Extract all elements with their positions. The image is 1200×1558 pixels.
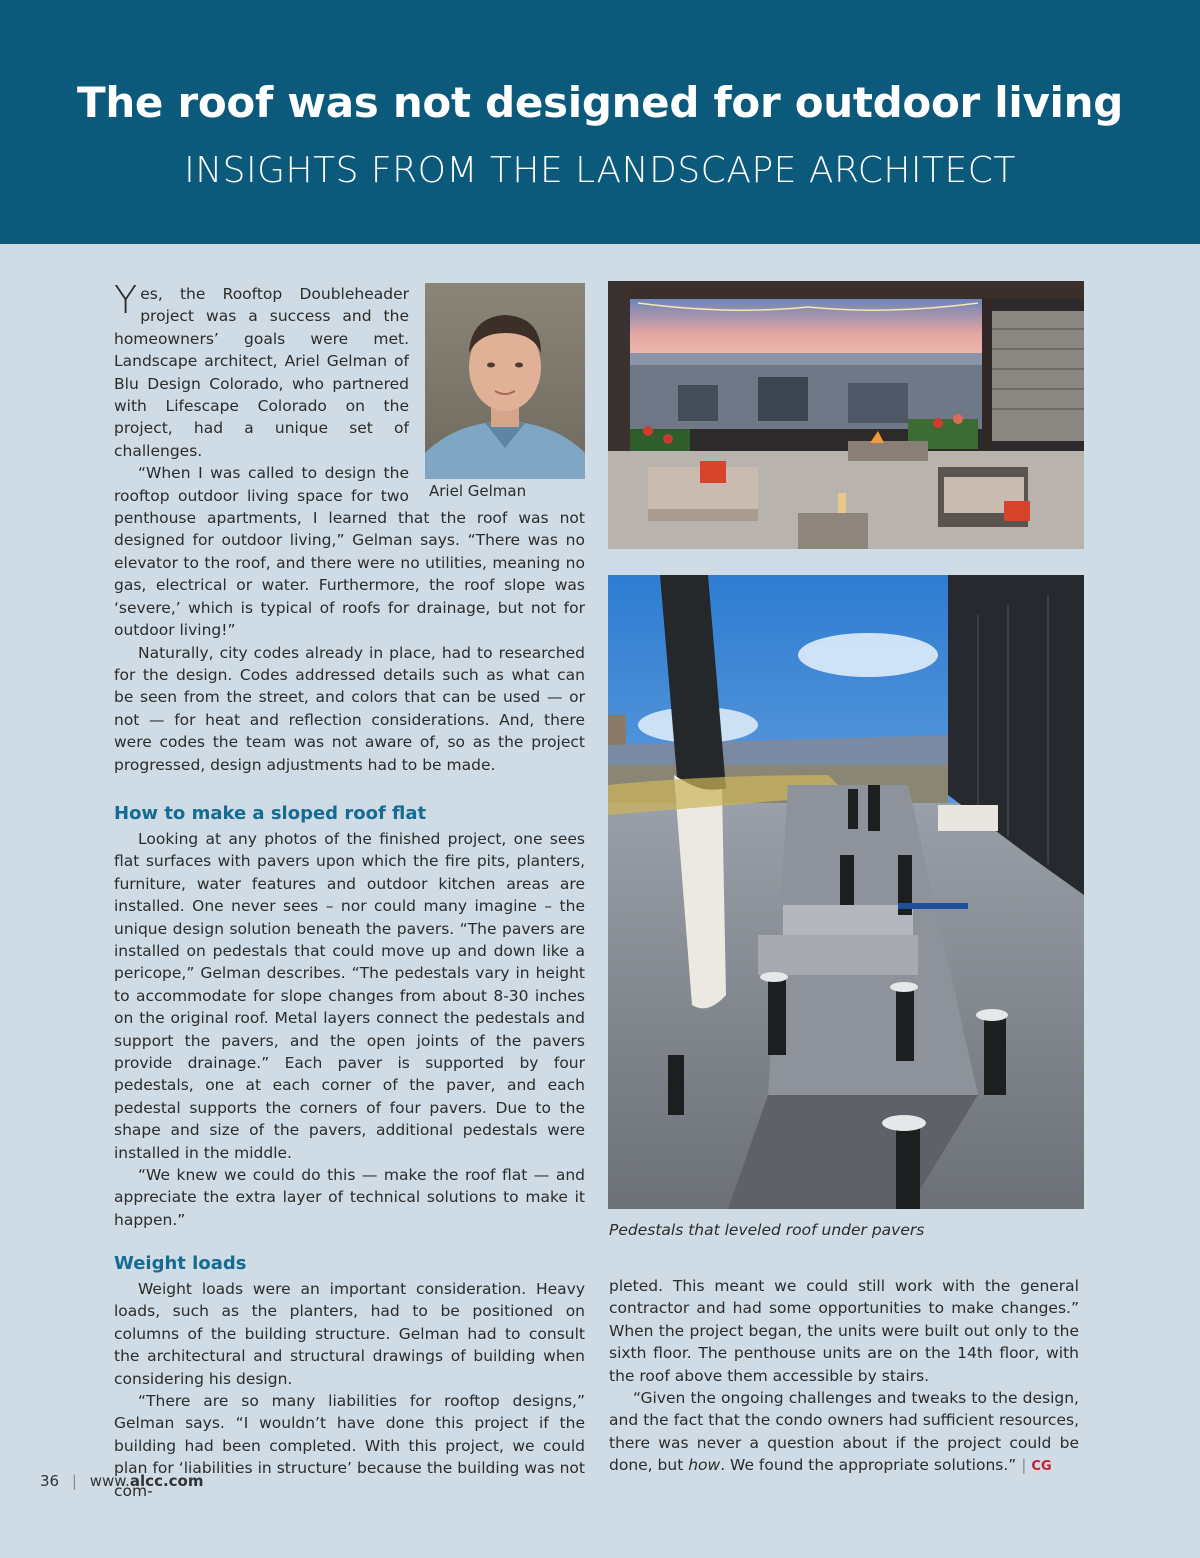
header-banner (0, 0, 1200, 244)
right-paragraph-2: “Given the ongoing challenges and tweaks to the design, and the fact that the condo owners had sufficient resources, there was never a question about if the project could be done, but how. We found the appropriate solutions.” | CG (609, 1389, 1079, 1475)
section-heading-sloped-roof: How to make a sloped roof flat (114, 802, 427, 824)
article-column-left-bottom (114, 1252, 585, 1502)
intro-paragraph-2: “When I was called to design the rooftop outdoor living space for two penthouse apartments, I learned that the roof was not designed for outdoor living,” Gelman says. “There was no elevator to the roof, and there were no utilities, meaning no gas, electrical or water. Furthermore, the roof slope was ‘severe,’ which is typical of roofs for drainage, but not for outdoor living!” (114, 464, 585, 640)
portrait-photo (425, 283, 585, 479)
intro-paragraph-1: Yes, the Rooftop Doubleheader project was a success and the homeowners’ goals were met. Landscape architect, Ariel Gelman of Blu Design Colorado, who partnered with Lifescape Colorado on the project, had a unique set of challenges. (114, 278, 409, 460)
drop-cap: Y (114, 278, 138, 322)
article-column-left (114, 278, 585, 1231)
author-signoff: CG (1031, 1459, 1052, 1475)
section1-paragraph-2: “We knew we could do this — make the roof flat — and appreciate the extra layer of technical solutions to make it happen.” (114, 1166, 585, 1229)
section1-paragraph-1: Looking at any photos of the finished project, one sees flat surfaces with pavers upon which the fire pits, planters, furniture, water features and outdoor kitchen areas are installed. One never sees – nor could many imagine – the unique design solution beneath the pavers. “The pavers are installed on pedestals that could move up and down like a pericope,” Gelman describes. “The pedestals vary in height to accommodate for slope changes from about 8-30 inches on the original roof. Metal layers connect the pedestals and support the pavers, and the open joints of the pavers provide drainage.” Each paver is supported by four pedestals, one at each corner of the paver, and each pedestal supports the corners of four pavers. Due to the shape and size of the pavers, additional pedestals were installed in the middle. (114, 829, 585, 1162)
intro-paragraph-3: Naturally, city codes already in place, had to researched for the design. Codes addressed details such as what can be seen from the street, and colors that can be used — or not — for heat and reflection considerations. And, there were codes the team was not aware of, so as the project progressed, design adjustments had to be made. (114, 643, 585, 774)
right-paragraph-1: pleted. This meant we could still work with the general contractor and had some opportunities to make changes.” When the project began, the units were built out only to the sixth floor. The penthouse units are on the 14th floor, with the roof above them accessible by stairs. (609, 1277, 1079, 1385)
emphasis-how: how (688, 1456, 721, 1475)
page-footer: 36 | www.alcc.com (40, 1472, 204, 1490)
section2-paragraph-2: “There are so many liabilities for rooftop designs,” Gelman says. “I wouldn’t have done this project if the building had been completed. With this project, we could plan for ‘liabilities in structure’ because the building was not com- (114, 1392, 585, 1500)
pedestals-construction-photo (608, 575, 1084, 1209)
site-url[interactable]: www.alcc.com (89, 1472, 204, 1490)
article-column-right (609, 1275, 1079, 1479)
page-subtitle: INSIGHTS FROM THE LANDSCAPE ARCHITECT (184, 150, 1016, 191)
rooftop-lounge-photo (608, 281, 1084, 549)
section2-paragraph-1: Weight loads were an important consideration. Heavy loads, such as the planters, had to be positioned on columns of the building structure. Gelman had to consult the architectural and structural drawings of building when considering his design. (114, 1280, 585, 1388)
page-title: The roof was not designed for outdoor living (76, 78, 1123, 127)
photo-caption: Pedestals that leveled roof under pavers (609, 1221, 925, 1239)
page-number: 36 (40, 1472, 60, 1490)
section-heading-weight-loads: Weight loads (114, 1253, 247, 1274)
portrait-figure (425, 283, 585, 501)
portrait-caption: Ariel Gelman (429, 482, 527, 500)
